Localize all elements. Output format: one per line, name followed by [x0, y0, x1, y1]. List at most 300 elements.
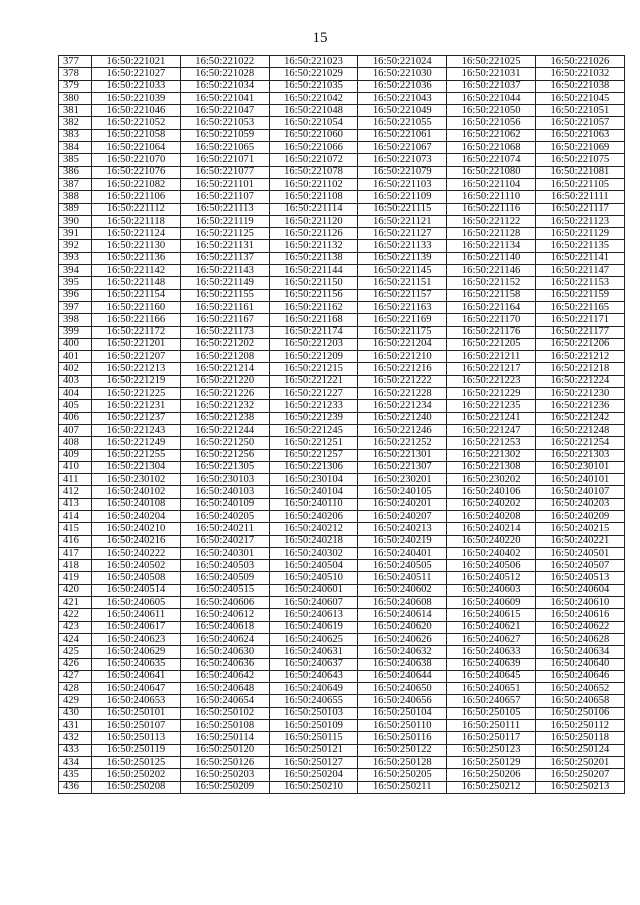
table-row	[59, 486, 625, 498]
row-number-cell: 433	[59, 744, 92, 756]
cadastral-number-cell: 16:50:240215	[535, 523, 624, 535]
cadastral-number-cell: 16:50:240646	[535, 670, 624, 682]
cadastral-number-cell: 16:50:221114	[269, 203, 358, 215]
table-row	[59, 658, 625, 670]
cadastral-number-cell: 16:50:221125	[180, 228, 269, 240]
table-row	[59, 375, 625, 387]
cadastral-number-cell: 16:50:221231	[92, 400, 181, 412]
cadastral-number-cell: 16:50:221045	[535, 92, 624, 104]
cadastral-number-cell: 16:50:240201	[358, 498, 447, 510]
row-number-cell: 401	[59, 351, 92, 363]
cadastral-number-cell: 16:50:240210	[92, 523, 181, 535]
cadastral-number-cell: 16:50:221021	[92, 56, 181, 68]
cadastral-number-cell: 16:50:221035	[269, 80, 358, 92]
table-row	[59, 351, 625, 363]
cadastral-number-cell: 16:50:221207	[92, 351, 181, 363]
cadastral-number-cell: 16:50:240204	[92, 510, 181, 522]
cadastral-number-cell: 16:50:221139	[358, 252, 447, 264]
cadastral-number-cell: 16:50:240637	[269, 658, 358, 670]
cadastral-number-cell: 16:50:221253	[447, 437, 536, 449]
cadastral-number-cell: 16:50:221111	[535, 191, 624, 203]
cadastral-number-cell: 16:50:221138	[269, 252, 358, 264]
cadastral-number-cell: 16:50:240206	[269, 510, 358, 522]
cadastral-number-cell: 16:50:250128	[358, 756, 447, 768]
cadastral-number-cell: 16:50:221304	[92, 461, 181, 473]
row-number-cell: 411	[59, 474, 92, 486]
cadastral-number-cell: 16:50:221025	[447, 56, 536, 68]
cadastral-number-cell: 16:50:221048	[269, 105, 358, 117]
cadastral-number-cell: 16:50:221213	[92, 363, 181, 375]
row-number-cell: 420	[59, 584, 92, 596]
row-number-cell: 410	[59, 461, 92, 473]
cadastral-number-cell: 16:50:250118	[535, 732, 624, 744]
cadastral-number-cell: 16:50:250119	[92, 744, 181, 756]
cadastral-number-cell: 16:50:240622	[535, 621, 624, 633]
cadastral-number-cell: 16:50:240214	[447, 523, 536, 535]
cadastral-number-cell: 16:50:240651	[447, 683, 536, 695]
cadastral-number-cell: 16:50:221209	[269, 351, 358, 363]
cadastral-number-cell: 16:50:221223	[447, 375, 536, 387]
cadastral-number-cell: 16:50:240103	[180, 486, 269, 498]
cadastral-number-cell: 16:50:240633	[447, 646, 536, 658]
cadastral-number-cell: 16:50:221039	[92, 92, 181, 104]
cadastral-number-cell: 16:50:240203	[535, 498, 624, 510]
cadastral-number-cell: 16:50:221052	[92, 117, 181, 129]
cadastral-number-cell: 16:50:221210	[358, 351, 447, 363]
cadastral-number-cell: 16:50:250205	[358, 769, 447, 781]
table-row	[59, 461, 625, 473]
cadastral-number-cell: 16:50:240108	[92, 498, 181, 510]
cadastral-number-cell: 16:50:221132	[269, 240, 358, 252]
cadastral-number-cell: 16:50:240657	[447, 695, 536, 707]
cadastral-number-cell: 16:50:221250	[180, 437, 269, 449]
row-number-cell: 435	[59, 769, 92, 781]
cadastral-number-cell: 16:50:240508	[92, 572, 181, 584]
cadastral-number-cell: 16:50:221073	[358, 154, 447, 166]
cadastral-number-cell: 16:50:250114	[180, 732, 269, 744]
cadastral-number-cell: 16:50:221232	[180, 400, 269, 412]
cadastral-number-cell: 16:50:221105	[535, 178, 624, 190]
cadastral-number-cell: 16:50:240610	[535, 597, 624, 609]
cadastral-number-cell: 16:50:221151	[358, 277, 447, 289]
cadastral-number-cell: 16:50:240302	[269, 547, 358, 559]
cadastral-number-cell: 16:50:240645	[447, 670, 536, 682]
cadastral-number-cell: 16:50:221053	[180, 117, 269, 129]
row-number-cell: 399	[59, 326, 92, 338]
row-number-cell: 408	[59, 437, 92, 449]
cadastral-number-cell: 16:50:221228	[358, 388, 447, 400]
cadastral-number-cell: 16:50:221027	[92, 68, 181, 80]
row-number-cell: 389	[59, 203, 92, 215]
table-row	[59, 289, 625, 301]
cadastral-number-cell: 16:50:221109	[358, 191, 447, 203]
cadastral-number-cell: 16:50:240211	[180, 523, 269, 535]
table-row	[59, 105, 625, 117]
cadastral-number-cell: 16:50:240647	[92, 683, 181, 695]
table-row	[59, 781, 625, 793]
cadastral-number-cell: 16:50:221308	[447, 461, 536, 473]
cadastral-number-cell: 16:50:221032	[535, 68, 624, 80]
cadastral-number-cell: 16:50:221063	[535, 129, 624, 141]
cadastral-number-cell: 16:50:240512	[447, 572, 536, 584]
row-number-cell: 424	[59, 633, 92, 645]
cadastral-number-cell: 16:50:221057	[535, 117, 624, 129]
cadastral-number-cell: 16:50:240636	[180, 658, 269, 670]
cadastral-number-cell: 16:50:221172	[92, 326, 181, 338]
cadastral-number-cell: 16:50:240648	[180, 683, 269, 695]
row-number-cell: 392	[59, 240, 92, 252]
cadastral-number-cell: 16:50:221162	[269, 301, 358, 313]
cadastral-number-cell: 16:50:221124	[92, 228, 181, 240]
row-number-cell: 377	[59, 56, 92, 68]
cadastral-number-cell: 16:50:221255	[92, 449, 181, 461]
table-row	[59, 80, 625, 92]
row-number-cell: 421	[59, 597, 92, 609]
cadastral-number-cell: 16:50:221148	[92, 277, 181, 289]
row-number-cell: 436	[59, 781, 92, 793]
cadastral-number-cell: 16:50:240652	[535, 683, 624, 695]
cadastral-number-cell: 16:50:221108	[269, 191, 358, 203]
cadastral-number-cell: 16:50:221173	[180, 326, 269, 338]
row-number-cell: 394	[59, 265, 92, 277]
row-number-cell: 380	[59, 92, 92, 104]
cadastral-number-cell: 16:50:240503	[180, 560, 269, 572]
table-row	[59, 621, 625, 633]
cadastral-number-cell: 16:50:240634	[535, 646, 624, 658]
table-row	[59, 338, 625, 350]
cadastral-number-cell: 16:50:250127	[269, 756, 358, 768]
row-number-cell: 422	[59, 609, 92, 621]
cadastral-number-cell: 16:50:221141	[535, 252, 624, 264]
cadastral-number-cell: 16:50:250122	[358, 744, 447, 756]
cadastral-number-cell: 16:50:240655	[269, 695, 358, 707]
cadastral-number-cell: 16:50:221128	[447, 228, 536, 240]
cadastral-number-cell: 16:50:240102	[92, 486, 181, 498]
cadastral-number-cell: 16:50:240212	[269, 523, 358, 535]
cadastral-number-cell: 16:50:221055	[358, 117, 447, 129]
cadastral-number-cell: 16:50:221243	[92, 424, 181, 436]
table-row	[59, 117, 625, 129]
cadastral-number-cell: 16:50:240620	[358, 621, 447, 633]
row-number-cell: 407	[59, 424, 92, 436]
cadastral-number-cell: 16:50:240209	[535, 510, 624, 522]
row-number-cell: 428	[59, 683, 92, 695]
cadastral-number-cell: 16:50:221034	[180, 80, 269, 92]
row-number-cell: 379	[59, 80, 92, 92]
row-number-cell: 390	[59, 215, 92, 227]
cadastral-number-cell: 16:50:221118	[92, 215, 181, 227]
row-number-cell: 434	[59, 756, 92, 768]
table-row	[59, 646, 625, 658]
cadastral-number-cell: 16:50:250212	[447, 781, 536, 793]
row-number-cell: 419	[59, 572, 92, 584]
cadastral-number-cell: 16:50:221211	[447, 351, 536, 363]
cadastral-number-cell: 16:50:240641	[92, 670, 181, 682]
cadastral-number-cell: 16:50:250116	[358, 732, 447, 744]
cadastral-number-cell: 16:50:221038	[535, 80, 624, 92]
cadastral-number-cell: 16:50:221056	[447, 117, 536, 129]
cadastral-number-cell: 16:50:250211	[358, 781, 447, 793]
cadastral-number-cell: 16:50:221165	[535, 301, 624, 313]
cadastral-number-cell: 16:50:221023	[269, 56, 358, 68]
cadastral-number-cell: 16:50:250107	[92, 720, 181, 732]
cadastral-number-cell: 16:50:240515	[180, 584, 269, 596]
cadastral-number-cell: 16:50:221176	[447, 326, 536, 338]
cadastral-number-cell: 16:50:221169	[358, 314, 447, 326]
cadastral-number-cell: 16:50:221022	[180, 56, 269, 68]
cadastral-number-cell: 16:50:221171	[535, 314, 624, 326]
row-number-cell: 397	[59, 301, 92, 313]
table-row	[59, 154, 625, 166]
table-row	[59, 437, 625, 449]
cadastral-number-cell: 16:50:221246	[358, 424, 447, 436]
table-row	[59, 228, 625, 240]
cadastral-number-cell: 16:50:221066	[269, 142, 358, 154]
cadastral-number-cell: 16:50:221050	[447, 105, 536, 117]
cadastral-number-cell: 16:50:240601	[269, 584, 358, 596]
row-number-cell: 382	[59, 117, 92, 129]
cadastral-number-cell: 16:50:250112	[535, 720, 624, 732]
cadastral-number-cell: 16:50:221168	[269, 314, 358, 326]
row-number-cell: 425	[59, 646, 92, 658]
cadastral-number-cell: 16:50:240207	[358, 510, 447, 522]
row-number-cell: 388	[59, 191, 92, 203]
cadastral-number-cell: 16:50:250125	[92, 756, 181, 768]
cadastral-number-cell: 16:50:221249	[92, 437, 181, 449]
cadastral-number-cell: 16:50:221248	[535, 424, 624, 436]
cadastral-number-cell: 16:50:221177	[535, 326, 624, 338]
cadastral-number-cell: 16:50:240653	[92, 695, 181, 707]
cadastral-number-cell: 16:50:221208	[180, 351, 269, 363]
table-row	[59, 142, 625, 154]
cadastral-number-cell: 16:50:221121	[358, 215, 447, 227]
cadastral-number-cell: 16:50:240213	[358, 523, 447, 535]
cadastral-number-cell: 16:50:221123	[535, 215, 624, 227]
table-body	[59, 56, 625, 794]
cadastral-number-cell: 16:50:240506	[447, 560, 536, 572]
cadastral-number-cell: 16:50:250120	[180, 744, 269, 756]
table-row	[59, 498, 625, 510]
cadastral-number-cell: 16:50:221113	[180, 203, 269, 215]
row-number-cell: 409	[59, 449, 92, 461]
cadastral-number-cell: 16:50:221054	[269, 117, 358, 129]
cadastral-number-cell: 16:50:221117	[535, 203, 624, 215]
cadastral-number-cell: 16:50:221067	[358, 142, 447, 154]
cadastral-number-cell: 16:50:221226	[180, 388, 269, 400]
cadastral-number-cell: 16:50:221306	[269, 461, 358, 473]
row-number-cell: 406	[59, 412, 92, 424]
cadastral-number-cell: 16:50:221142	[92, 265, 181, 277]
cadastral-number-cell: 16:50:221024	[358, 56, 447, 68]
row-number-cell: 412	[59, 486, 92, 498]
table-row	[59, 412, 625, 424]
cadastral-number-cell: 16:50:221115	[358, 203, 447, 215]
cadastral-number-cell: 16:50:221158	[447, 289, 536, 301]
cadastral-number-cell: 16:50:221110	[447, 191, 536, 203]
cadastral-number-cell: 16:50:250105	[447, 707, 536, 719]
table-row	[59, 560, 625, 572]
table-row	[59, 314, 625, 326]
cadastral-number-cell: 16:50:250206	[447, 769, 536, 781]
row-number-cell: 405	[59, 400, 92, 412]
cadastral-number-cell: 16:50:221051	[535, 105, 624, 117]
cadastral-number-cell: 16:50:221303	[535, 449, 624, 461]
table-row	[59, 707, 625, 719]
cadastral-number-cell: 16:50:240219	[358, 535, 447, 547]
table-row	[59, 683, 625, 695]
cadastral-number-cell: 16:50:221042	[269, 92, 358, 104]
cadastral-number-cell: 16:50:221129	[535, 228, 624, 240]
cadastral-number-cell: 16:50:221221	[269, 375, 358, 387]
row-number-cell: 391	[59, 228, 92, 240]
cadastral-number-cell: 16:50:240623	[92, 633, 181, 645]
row-number-cell: 414	[59, 510, 92, 522]
cadastral-table	[58, 55, 625, 794]
cadastral-number-cell: 16:50:240218	[269, 535, 358, 547]
cadastral-number-cell: 16:50:221068	[447, 142, 536, 154]
table-row	[59, 510, 625, 522]
row-number-cell: 415	[59, 523, 92, 535]
cadastral-number-cell: 16:50:240611	[92, 609, 181, 621]
cadastral-number-cell: 16:50:250123	[447, 744, 536, 756]
cadastral-number-cell: 16:50:221136	[92, 252, 181, 264]
cadastral-number-cell: 16:50:221242	[535, 412, 624, 424]
row-number-cell: 430	[59, 707, 92, 719]
cadastral-number-cell: 16:50:240606	[180, 597, 269, 609]
cadastral-number-cell: 16:50:250102	[180, 707, 269, 719]
table-row	[59, 523, 625, 535]
cadastral-number-cell: 16:50:240101	[535, 474, 624, 486]
cadastral-number-cell: 16:50:240629	[92, 646, 181, 658]
cadastral-number-cell: 16:50:221212	[535, 351, 624, 363]
cadastral-number-cell: 16:50:221069	[535, 142, 624, 154]
cadastral-number-cell: 16:50:221215	[269, 363, 358, 375]
cadastral-number-cell: 16:50:221224	[535, 375, 624, 387]
cadastral-number-cell: 16:50:221137	[180, 252, 269, 264]
cadastral-number-cell: 16:50:240504	[269, 560, 358, 572]
cadastral-number-cell: 16:50:221104	[447, 178, 536, 190]
row-number-cell: 431	[59, 720, 92, 732]
cadastral-number-cell: 16:50:221106	[92, 191, 181, 203]
cadastral-number-cell: 16:50:221307	[358, 461, 447, 473]
cadastral-number-cell: 16:50:221102	[269, 178, 358, 190]
cadastral-number-cell: 16:50:250101	[92, 707, 181, 719]
cadastral-number-cell: 16:50:250115	[269, 732, 358, 744]
cadastral-number-cell: 16:50:221049	[358, 105, 447, 117]
cadastral-number-cell: 16:50:240513	[535, 572, 624, 584]
cadastral-number-cell: 16:50:221241	[447, 412, 536, 424]
cadastral-number-cell: 16:50:221147	[535, 265, 624, 277]
cadastral-number-cell: 16:50:221064	[92, 142, 181, 154]
cadastral-number-cell: 16:50:240632	[358, 646, 447, 658]
cadastral-number-cell: 16:50:240208	[447, 510, 536, 522]
page-number: 15	[312, 30, 328, 46]
cadastral-number-cell: 16:50:221201	[92, 338, 181, 350]
row-number-cell: 386	[59, 166, 92, 178]
cadastral-number-cell: 16:50:230104	[269, 474, 358, 486]
cadastral-number-cell: 16:50:221026	[535, 56, 624, 68]
cadastral-number-cell: 16:50:221036	[358, 80, 447, 92]
cadastral-number-cell: 16:50:240608	[358, 597, 447, 609]
cadastral-number-cell: 16:50:221074	[447, 154, 536, 166]
cadastral-number-cell: 16:50:240217	[180, 535, 269, 547]
cadastral-number-cell: 16:50:221135	[535, 240, 624, 252]
cadastral-number-cell: 16:50:221205	[447, 338, 536, 350]
cadastral-number-cell: 16:50:221134	[447, 240, 536, 252]
cadastral-number-cell: 16:50:240626	[358, 633, 447, 645]
row-number-cell: 413	[59, 498, 92, 510]
cadastral-number-cell: 16:50:240618	[180, 621, 269, 633]
cadastral-number-cell: 16:50:240644	[358, 670, 447, 682]
cadastral-number-cell: 16:50:221206	[535, 338, 624, 350]
cadastral-number-cell: 16:50:221130	[92, 240, 181, 252]
cadastral-number-cell: 16:50:221175	[358, 326, 447, 338]
table-row	[59, 535, 625, 547]
cadastral-number-cell: 16:50:240401	[358, 547, 447, 559]
cadastral-number-cell: 16:50:250121	[269, 744, 358, 756]
cadastral-number-cell: 16:50:240625	[269, 633, 358, 645]
cadastral-number-cell: 16:50:240614	[358, 609, 447, 621]
cadastral-number-cell: 16:50:221047	[180, 105, 269, 117]
cadastral-number-cell: 16:50:250108	[180, 720, 269, 732]
cadastral-number-cell: 16:50:221122	[447, 215, 536, 227]
table-row	[59, 633, 625, 645]
cadastral-number-cell: 16:50:240301	[180, 547, 269, 559]
cadastral-number-cell: 16:50:221256	[180, 449, 269, 461]
cadastral-number-cell: 16:50:221149	[180, 277, 269, 289]
cadastral-number-cell: 16:50:240656	[358, 695, 447, 707]
cadastral-number-cell: 16:50:221301	[358, 449, 447, 461]
cadastral-number-cell: 16:50:221174	[269, 326, 358, 338]
cadastral-number-cell: 16:50:221131	[180, 240, 269, 252]
cadastral-number-cell: 16:50:221239	[269, 412, 358, 424]
row-number-cell: 383	[59, 129, 92, 141]
cadastral-number-cell: 16:50:240627	[447, 633, 536, 645]
cadastral-number-cell: 16:50:221146	[447, 265, 536, 277]
table-row	[59, 178, 625, 190]
table-row	[59, 756, 625, 768]
cadastral-number-cell: 16:50:240514	[92, 584, 181, 596]
cadastral-number-cell: 16:50:221075	[535, 154, 624, 166]
cadastral-number-cell: 16:50:221071	[180, 154, 269, 166]
cadastral-number-cell: 16:50:221143	[180, 265, 269, 277]
cadastral-number-cell: 16:50:221217	[447, 363, 536, 375]
cadastral-number-cell: 16:50:221222	[358, 375, 447, 387]
cadastral-number-cell: 16:50:221257	[269, 449, 358, 461]
cadastral-number-cell: 16:50:240638	[358, 658, 447, 670]
table-row	[59, 424, 625, 436]
cadastral-number-cell: 16:50:240631	[269, 646, 358, 658]
cadastral-number-cell: 16:50:221030	[358, 68, 447, 80]
cadastral-number-cell: 16:50:240505	[358, 560, 447, 572]
cadastral-number-cell: 16:50:240612	[180, 609, 269, 621]
cadastral-number-cell: 16:50:221233	[269, 400, 358, 412]
row-number-cell: 381	[59, 105, 92, 117]
cadastral-number-cell: 16:50:221043	[358, 92, 447, 104]
cadastral-number-cell: 16:50:250210	[269, 781, 358, 793]
cadastral-number-cell: 16:50:221060	[269, 129, 358, 141]
cadastral-number-cell: 16:50:240607	[269, 597, 358, 609]
row-number-cell: 423	[59, 621, 92, 633]
cadastral-number-cell: 16:50:240640	[535, 658, 624, 670]
cadastral-number-cell: 16:50:221081	[535, 166, 624, 178]
cadastral-number-cell: 16:50:221235	[447, 400, 536, 412]
cadastral-number-cell: 16:50:240507	[535, 560, 624, 572]
table-row	[59, 129, 625, 141]
cadastral-number-cell: 16:50:240402	[447, 547, 536, 559]
cadastral-number-cell: 16:50:221160	[92, 301, 181, 313]
cadastral-number-cell: 16:50:230202	[447, 474, 536, 486]
